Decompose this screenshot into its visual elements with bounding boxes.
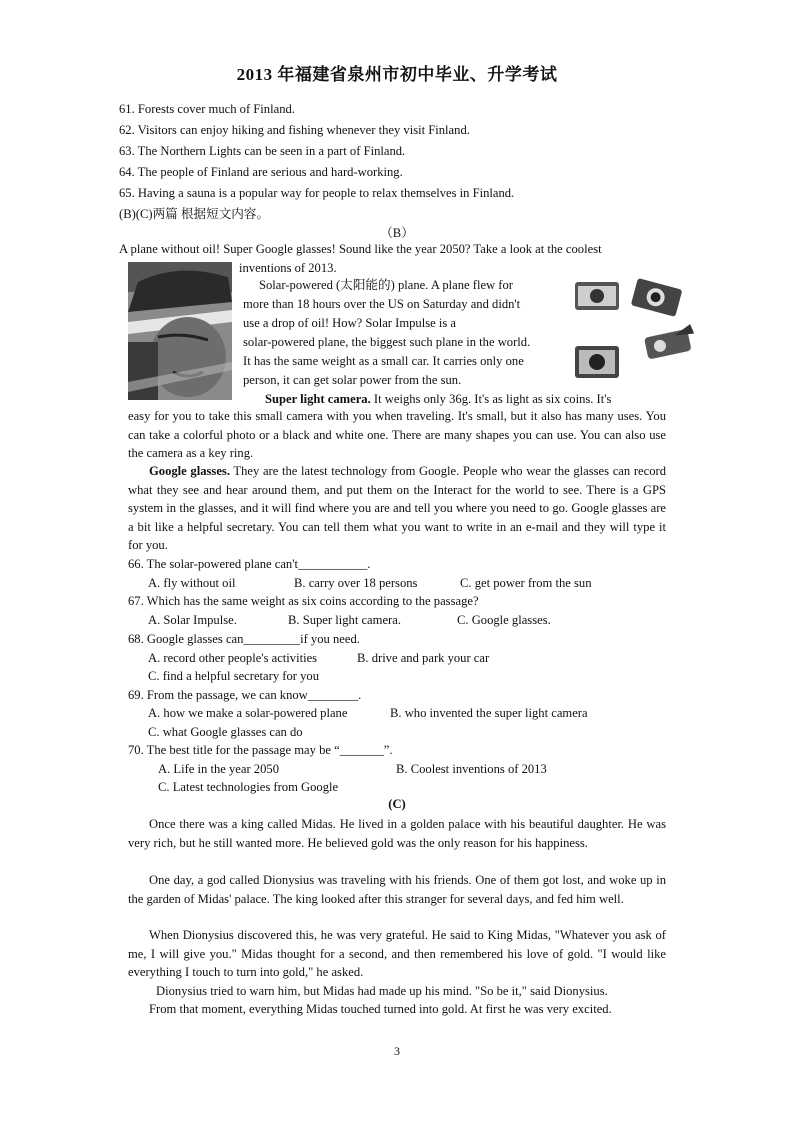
statement-64: 64. The people of Finland are serious and hard-working. (119, 165, 403, 179)
passage-b-intro: A plane without oil! Super Google glasses! Sound like the year 2050? Take a look at the coolest (119, 242, 602, 256)
question-70-stem: 70. The best title for the passage may be “_______”. (128, 743, 393, 757)
solar-line-2: more than 18 hours over the US on Saturday and didn't (243, 297, 521, 311)
statement-65: 65. Having a sauna is a popular way for people to relax themselves in Finland. (119, 186, 515, 200)
glasses-text: They are the latest technology from Google. People who wear the glasses can record what they see and hear around them, and put them on the Interact for the world to see. There is a GPS system in the glasses, and it will find where you are and tell you where you need to go. Google glasses are a bit like a helpful secretary. You can tell them what you want to write in an e-mail and they will type it for you. (128, 464, 667, 553)
passage-c-paragraph-2: One day, a god called Dionysius was traveling with his friends. One of them got lost, and woke up in the garden of Midas' palace. The king looked after this stranger for several days, and fed him well. (128, 873, 666, 906)
question-67-option-c: C. Google glasses. (457, 613, 551, 627)
statement-63: 63. The Northern Lights can be seen in a part of Finland. (119, 144, 406, 158)
camera-first-line (265, 390, 611, 408)
camera-heading: Super light camera. (265, 392, 371, 406)
question-68-option-b: B. drive and park your car (357, 651, 490, 665)
passage-c-paragraph-1: Once there was a king called Midas. He lived in a golden palace with his beautiful daughter. He was very rich, but he still wanted more. He believed gold was the only reason for his happiness. (128, 817, 666, 850)
question-70-option-c: C. Latest technologies from Google (158, 780, 339, 794)
solar-line-1: Solar-powered (太阳能的) plane. A plane flew for (259, 278, 513, 292)
solar-line-6: person, it can get solar power from the sun. (243, 373, 462, 387)
question-66-option-b: B. carry over 18 persons (294, 576, 418, 590)
question-67-stem: 67. Which has the same weight as six coins according to the passage? (128, 594, 479, 608)
passage-c-paragraph-3: When Dionysius discovered this, he was very grateful. He said to King Midas, "Whatever you ask of me, I will give you." Midas thought for a second, and then remembered his love of gold. "I would like everything I touch to turn into gold," he asked. (128, 928, 666, 980)
camera-intro-text: It weighs only 36g. It's as light as six coins. It's (370, 392, 612, 406)
page-title: 2013 年福建省泉州市初中毕业、升学考试 (236, 65, 558, 84)
question-68-option-a: A. record other people's activities (148, 651, 318, 665)
glasses-heading: Google glasses. (149, 464, 230, 478)
question-69-option-a: A. how we make a solar-powered plane (148, 706, 348, 720)
question-69-option-c: C. what Google glasses can do (148, 725, 303, 739)
question-66-stem: 66. The solar-powered plane can't___________. (128, 557, 371, 571)
passage-c-label: (C) (388, 797, 406, 811)
question-67-option-a: A. Solar Impulse. (148, 613, 237, 627)
question-68-option-c: C. find a helpful secretary for you (148, 669, 320, 683)
statement-62: 62. Visitors can enjoy hiking and fishing whenever they visit Finland. (119, 123, 470, 137)
question-69-stem: 69. From the passage, we can know________. (128, 688, 362, 702)
solar-line-5: It has the same weight as a small car. It carries only one (243, 354, 524, 368)
passage-c-paragraph-4: Dionysius tried to warn him, but Midas had made up his mind. "So be it," said Dionysius. (156, 984, 608, 998)
passage-c-paragraph-5: From that moment, everything Midas touched turned into gold. At first he was very excited. (149, 1002, 612, 1016)
page-number: 3 (394, 1044, 400, 1058)
question-69-option-b: B. who invented the super light camera (390, 706, 588, 720)
solar-line-3: use a drop of oil! How? Solar Impulse is a (243, 316, 456, 330)
question-67-option-b: B. Super light camera. (288, 613, 401, 627)
glasses-paragraph (128, 462, 666, 555)
question-70-option-a: A. Life in the year 2050 (158, 762, 279, 776)
section-instruction: (B)(C)两篇 根据短文内容。 (119, 207, 270, 221)
solar-line-4: solar-powered plane, the biggest such plane in the world. (243, 335, 531, 349)
google-glasses-photo (128, 262, 232, 400)
passage-b-intro-cont: inventions of 2013. (239, 261, 337, 275)
question-70-option-b: B. Coolest inventions of 2013 (396, 762, 547, 776)
question-68-stem: 68. Google glasses can_________if you need. (128, 632, 360, 646)
cameras-photo (572, 276, 696, 384)
camera-paragraph: easy for you to take this small camera with you when traveling. It's small, but it also has many uses. You can take a colorful photo or a black and white one. There are many shapes you can use. You can also use the camera as a key ring. (128, 409, 666, 461)
passage-b-label: （B） (380, 226, 414, 240)
statement-61: 61. Forests cover much of Finland. (119, 102, 295, 116)
question-66-option-c: C. get power from the sun (460, 576, 592, 590)
question-66-option-a: A. fly without oil (148, 576, 236, 590)
